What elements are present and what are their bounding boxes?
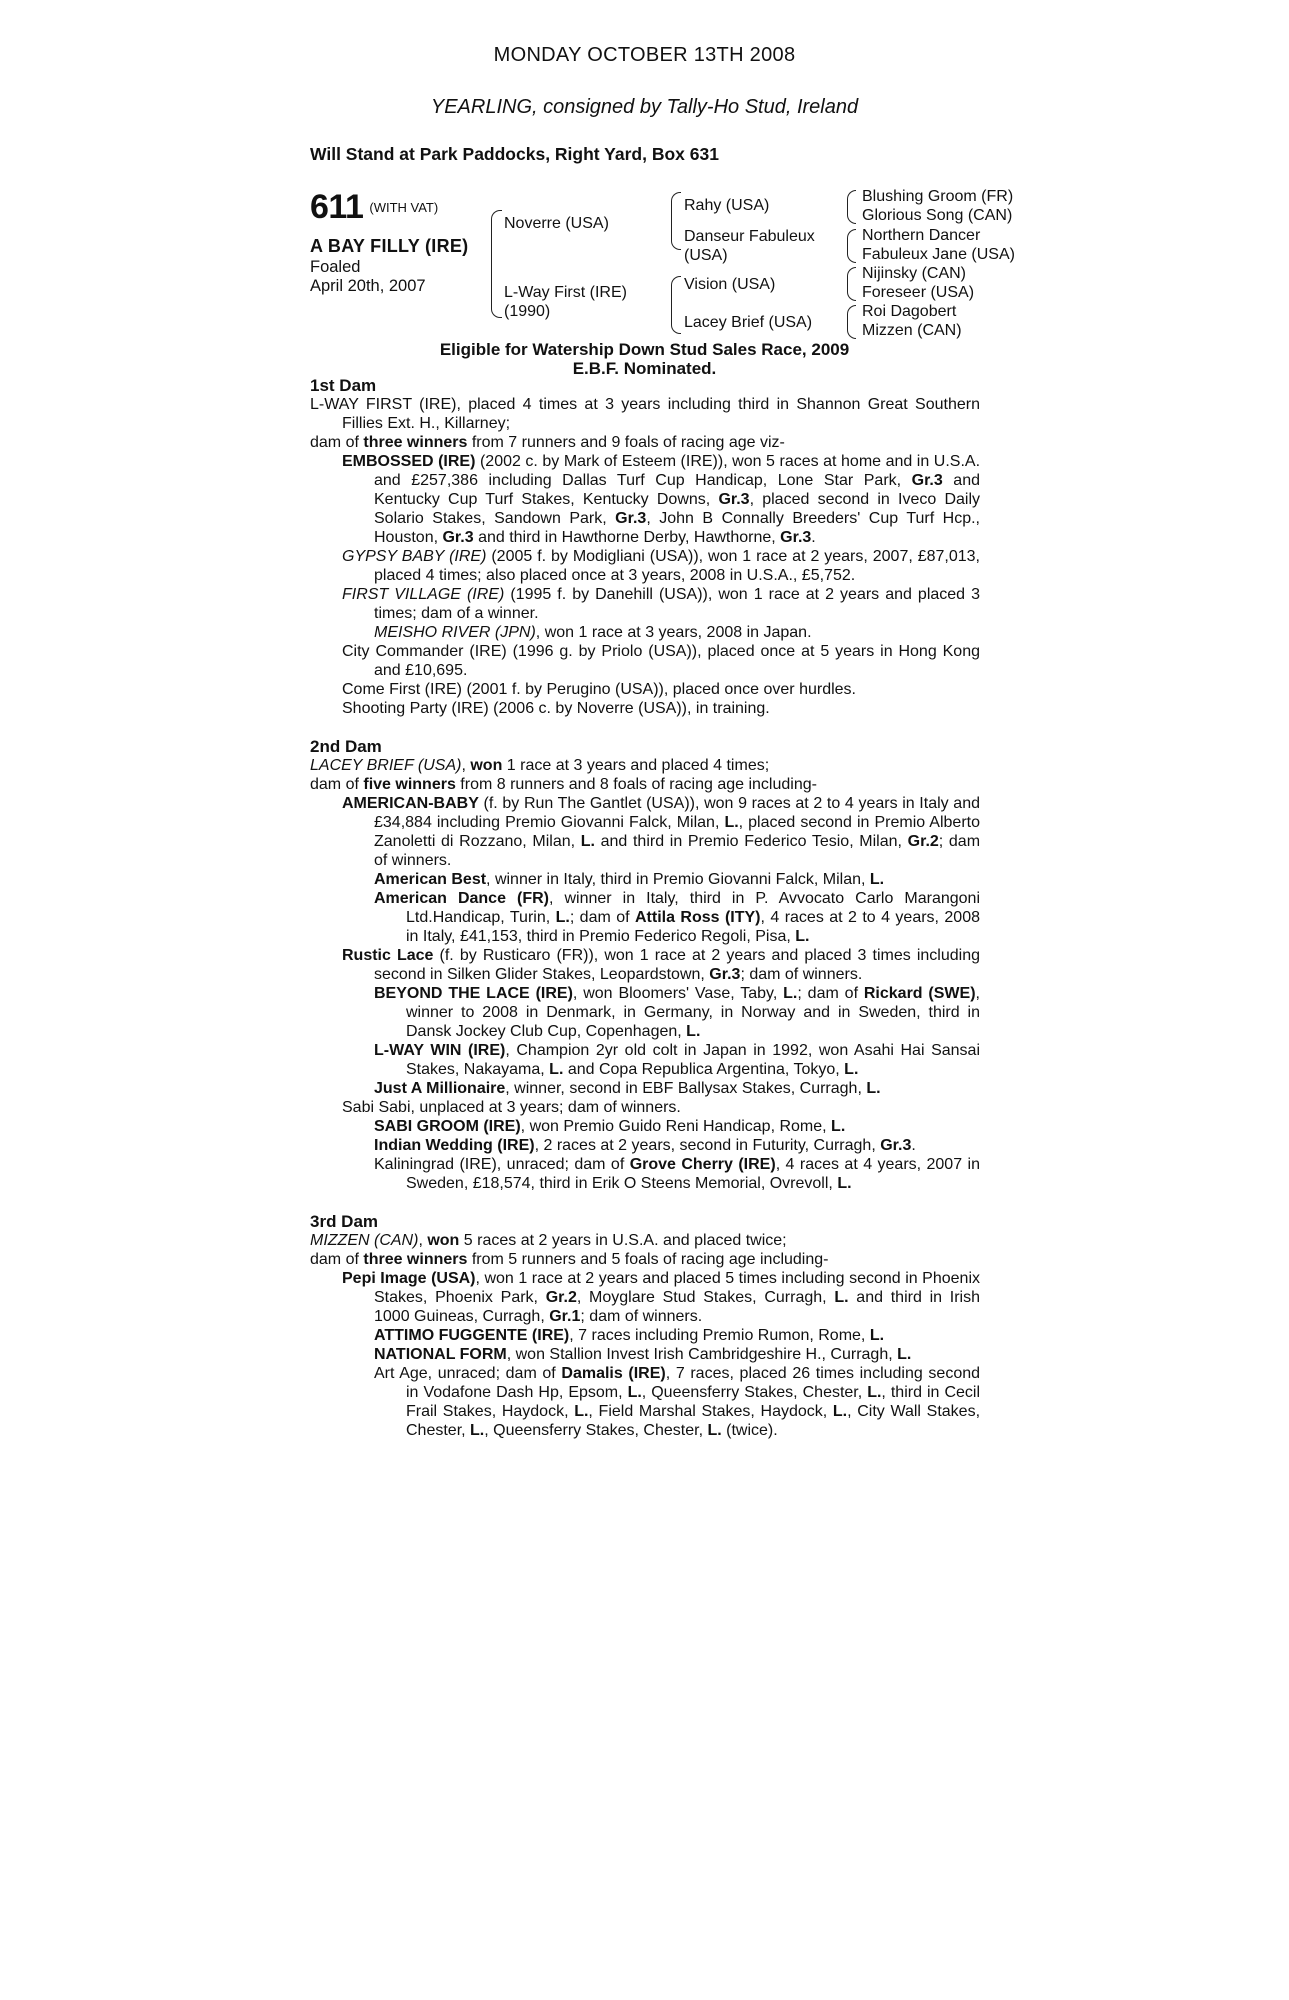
first-dam-produce-summary: dam of three winners from 7 runners and 9 foals of racing age viz- bbox=[310, 434, 785, 451]
foaled-date: April 20th, 2007 bbox=[310, 277, 426, 295]
pedigree-brace-sire bbox=[671, 192, 681, 250]
produce-shooting-party: Shooting Party (IRE) (2006 c. by Noverre (USA)), in training. bbox=[342, 700, 770, 717]
produce-pepi-image: Pepi Image (USA), won 1 race at 2 years and placed 5 times including second in Phoenix Stakes, Phoenix Park, Gr.2, Moyglare Stud Stakes, Curragh, L. and third in Irish 1000 Guineas, Curragh, Gr.1; dam of winners. bbox=[342, 1270, 981, 1325]
second-dam-produce-summary: dam of five winners from 8 runners and 8 foals of racing age including- bbox=[310, 776, 817, 793]
pedigree-sire: Noverre (USA) bbox=[504, 215, 609, 232]
foaled-info bbox=[310, 258, 426, 296]
pedigree-ssd: Glorious Song (CAN) bbox=[862, 207, 1013, 224]
pedigree-dss: Nijinsky (CAN) bbox=[862, 265, 966, 282]
produce-meisho-river: MEISHO RIVER (JPN), won 1 race at 3 years, 2008 in Japan. bbox=[374, 624, 812, 641]
pedigree-brace-ss bbox=[847, 190, 856, 224]
second-dam-heading: 2nd Dam bbox=[310, 737, 382, 756]
produce-american-dance: American Dance (FR), winner in Italy, third in P. Avvocato Carlo Marangoni Ltd.Handicap, Turin, L.; dam of Attila Ross (ITY), 4 races at 2 to 4 years, 2008 in Italy, £41,153, third in Premio Federico Regoli, Pisa, L. bbox=[374, 890, 981, 945]
pedigree-brace-dam bbox=[671, 276, 681, 334]
third-dam-race-record: MIZZEN (CAN), won 5 races at 2 years in U.S.A. and placed twice; bbox=[310, 1232, 787, 1249]
pedigree-ddd: Mizzen (CAN) bbox=[862, 322, 962, 339]
produce-just-a-millionaire: Just A Millionaire, winner, second in EBF Ballysax Stakes, Curragh, L. bbox=[374, 1080, 881, 1097]
pedigree-dsd: Foreseer (USA) bbox=[862, 284, 975, 301]
horse-name: A BAY FILLY (IRE) bbox=[310, 236, 469, 256]
first-dam-heading: 1st Dam bbox=[310, 376, 377, 395]
produce-l-way-win: L-WAY WIN (IRE), Champion 2yr old colt in Japan in 1992, won Asahi Hai Sansai Stakes, Nakayama, L. and Copa Republica Argentina, Tokyo, L. bbox=[374, 1042, 981, 1078]
ebf-line: E.B.F. Nominated. bbox=[572, 359, 717, 378]
second-dam-race-record: LACEY BRIEF (USA), won 1 race at 3 years and placed 4 times; bbox=[310, 757, 770, 774]
pedigree-brace-gen1 bbox=[491, 210, 502, 318]
eligibility-line: Eligible for Watership Down Stud Sales Race, 2009 bbox=[439, 340, 850, 359]
lot-number: 611 bbox=[310, 188, 364, 226]
produce-beyond-the-lace: BEYOND THE LACE (IRE), won Bloomers' Vase, Taby, L.; dam of Rickard (SWE), winner to 2008 in Denmark, in Germany, in Norway and in Sweden, third in Dansk Jockey Club Cup, Copenhagen, L. bbox=[374, 985, 980, 1040]
pedigree-brace-ds bbox=[847, 267, 856, 301]
first-dam-race-record: L-WAY FIRST (IRE), placed 4 times at 3 years including third in Shannon Great Southern Fillies Ext. H., Killarney; bbox=[310, 396, 980, 432]
pedigree-sire-dam: Danseur Fabuleux (USA) bbox=[684, 228, 815, 264]
produce-attimo-fuggente: ATTIMO FUGGENTE (IRE), 7 races including Premio Rumon, Rome, L. bbox=[374, 1327, 885, 1344]
sale-date: MONDAY OCTOBER 13TH 2008 bbox=[493, 44, 796, 66]
lot-heading bbox=[310, 188, 438, 227]
pedigree-brace-dd bbox=[847, 305, 856, 339]
vat-note: (WITH VAT) bbox=[369, 200, 439, 215]
produce-american-baby: AMERICAN-BABY (f. by Run The Gantlet (USA)), won 9 races at 2 to 4 years in Italy and £34,884 including Premio Giovanni Falck, Milan, L., placed second in Premio Alberto Zanoletti di Rozzano, Milan, L. and third in Premio Federico Tesio, Milan, Gr.2; dam of winners. bbox=[342, 795, 981, 869]
produce-gypsy-baby: GYPSY BABY (IRE) (2005 f. by Modigliani (USA)), won 1 race at 2 years, 2007, £87,013, placed 4 times; also placed once at 3 years, 2008 in U.S.A., £5,752. bbox=[342, 548, 980, 584]
pedigree-dds: Roi Dagobert bbox=[862, 303, 957, 320]
produce-indian-wedding: Indian Wedding (IRE), 2 races at 2 years, second in Futurity, Curragh, Gr.3. bbox=[374, 1137, 916, 1154]
third-dam-produce-summary: dam of three winners from 5 runners and 5 foals of racing age including- bbox=[310, 1251, 829, 1268]
pedigree-sds: Northern Dancer bbox=[862, 227, 981, 244]
produce-sabi-sabi: Sabi Sabi, unplaced at 3 years; dam of winners. bbox=[342, 1099, 681, 1116]
pedigree-dam-sire: Vision (USA) bbox=[684, 276, 776, 293]
produce-come-first: Come First (IRE) (2001 f. by Perugino (USA)), placed once over hurdles. bbox=[342, 681, 856, 698]
produce-art-age: Art Age, unraced; dam of Damalis (IRE), 7 races, placed 26 times including second in Vodafone Dash Hp, Epsom, L., Queensferry Stakes, Chester, L., third in Cecil Frail Stakes, Haydock, L., Field Marshal Stakes, Haydock, L., City Wall Stakes, Chester, L., Queensferry Stakes, Chester, L. (twice). bbox=[374, 1365, 981, 1439]
pedigree-sss: Blushing Groom (FR) bbox=[862, 188, 1014, 205]
third-dam-heading: 3rd Dam bbox=[310, 1212, 379, 1231]
pedigree-dam-dam: Lacey Brief (USA) bbox=[684, 314, 813, 331]
produce-record bbox=[310, 376, 980, 1440]
produce-embossed: EMBOSSED (IRE) (2002 c. by Mark of Esteem (IRE)), won 5 races at home and in U.S.A. and £257,386 including Dallas Turf Cup Handicap, Lone Star Park, Gr.3 and Kentucky Cup Turf Stakes, Kentucky Downs, Gr.3, placed second in Iveco Daily Solario Stakes, Sandown Park, Gr.3, John B Connally Breeders' Cup Turf Hcp., Houston, Gr.3 and third in Hawthorne Derby, Hawthorne, Gr.3. bbox=[342, 453, 981, 546]
pedigree-sire-sire: Rahy (USA) bbox=[684, 197, 770, 214]
produce-rustic-lace: Rustic Lace (f. by Rusticaro (FR)), won 1 race at 2 years and placed 3 times including second in Silken Glider Stakes, Leopardstown, Gr.3; dam of winners. bbox=[342, 947, 981, 983]
pedigree-dam: L-Way First (IRE) (1990) bbox=[504, 284, 627, 320]
produce-kaliningrad: Kaliningrad (IRE), unraced; dam of Grove Cherry (IRE), 4 races at 4 years, 2007 in Sweden, £18,574, third in Erik O Steens Memorial, Ovrevoll, L. bbox=[374, 1156, 980, 1192]
produce-sabi-groom: SABI GROOM (IRE), won Premio Guido Reni Handicap, Rome, L. bbox=[374, 1118, 846, 1135]
pedigree-sdd: Fabuleux Jane (USA) bbox=[862, 246, 1015, 263]
produce-national-form: NATIONAL FORM, won Stallion Invest Irish Cambridgeshire H., Curragh, L. bbox=[374, 1346, 912, 1363]
produce-first-village: FIRST VILLAGE (IRE) (1995 f. by Danehill (USA)), won 1 race at 2 years and placed 3 times; dam of a winner. bbox=[342, 586, 981, 622]
pedigree-brace-sd bbox=[847, 229, 856, 263]
stand-location: Will Stand at Park Paddocks, Right Yard, Box 631 bbox=[310, 144, 719, 164]
produce-city-commander: City Commander (IRE) (1996 g. by Priolo (USA)), placed once at 5 years in Hong Kong and £10,695. bbox=[342, 643, 980, 679]
consignment-line: YEARLING, consigned by Tally-Ho Stud, Ireland bbox=[430, 96, 859, 118]
foaled-label: Foaled bbox=[310, 258, 361, 276]
produce-american-best: American Best, winner in Italy, third in Premio Giovanni Falck, Milan, L. bbox=[374, 871, 885, 888]
